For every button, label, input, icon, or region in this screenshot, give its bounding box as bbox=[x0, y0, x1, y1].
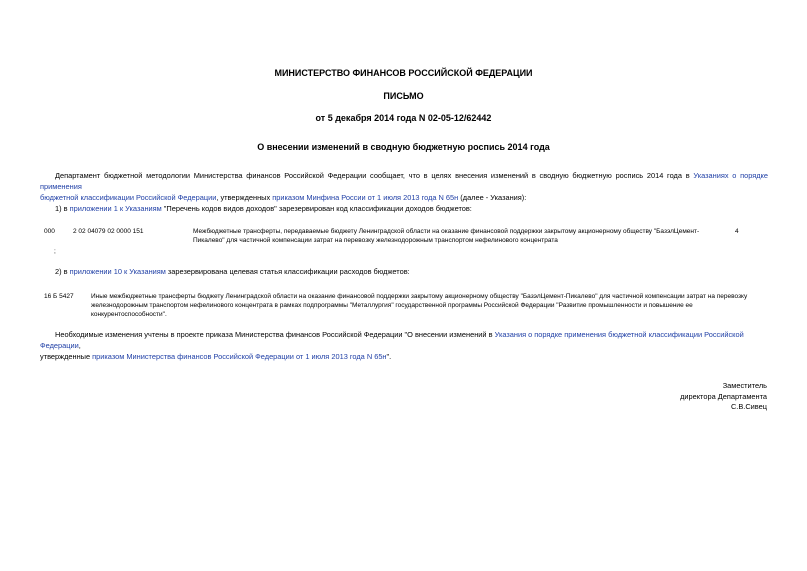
row1-income-name bbox=[193, 227, 713, 245]
order-65n-link[interactable]: приказом Минфина России от 1 июля 2013 года N 65н bbox=[272, 193, 459, 202]
row1-admin-code: 000 bbox=[44, 228, 55, 235]
semicolon: ; bbox=[54, 248, 56, 255]
appendix-10-link[interactable]: приложении 10 к Указаниям bbox=[69, 267, 166, 276]
row2-line: Иные межбюджетные трансферты бюджету Ленинградской области на оказание финансовой поддержки закрытому акционерному обществу "БазэлЦемент-Пикалево" для частичной компенсации затрат на перевозку bbox=[91, 293, 748, 300]
row1-name-line: Пикалево" для частичной компенсации затрат на перевозку железнодорожным транспортом нефелинового концентрата bbox=[193, 237, 558, 244]
order-link[interactable]: приказом Министерства финансов Российской Федерации от 1 июля 2013 года N 65н bbox=[92, 352, 387, 361]
item-1-prefix: 1) в bbox=[55, 204, 70, 213]
item-2-prefix: 2) в bbox=[55, 267, 70, 276]
document-type: ПИСЬМО bbox=[383, 91, 424, 101]
row2-line: конкурентоспособности". bbox=[91, 311, 167, 318]
intro-text: Департамент бюджетной методологии Министерства финансов Российской Федерации сообщает, что в целях внесения изменений в сводную бюджетную роспись 2014 года в bbox=[55, 171, 694, 180]
row1-name-line: Межбюджетные трансферты, передаваемые бюджету Ленинградской области на оказание финансовой поддержки закрытому акционерному обществу "БазэлЦемент- bbox=[193, 228, 700, 235]
row1-income-code: 2 02 04079 02 0000 151 bbox=[73, 228, 144, 235]
item-1 bbox=[55, 203, 472, 214]
instructions-link[interactable]: Указания о порядке применения бюджетной классификации Российской Федерации bbox=[40, 330, 744, 350]
item-2-text: зарезервирована целевая статья классификации расходов бюджетов: bbox=[165, 267, 410, 276]
instructions-link-continued[interactable]: бюджетной классификации Российской Федерации bbox=[40, 193, 217, 202]
final-text: , bbox=[78, 341, 81, 350]
signature-position: директора Департамента bbox=[680, 391, 767, 401]
signature-title: Заместитель bbox=[722, 381, 767, 390]
row2-target-code: 16 Б 5427 bbox=[44, 293, 74, 300]
row2-line: железнодорожным транспортом нефелинового концентрата в рамках подпрограммы "Металлургия" государственной программы Российской Федерации "Развитие промышленности и повышение ее bbox=[91, 302, 693, 309]
row2-description bbox=[91, 292, 766, 319]
final-text: Необходимые изменения учтены в проекте приказа Министерства финансов Российской Федерации "О внесении изменений в bbox=[55, 330, 495, 339]
intro-text: , утвержденных bbox=[216, 193, 273, 202]
document-date-number: от 5 декабря 2014 года N 02-05-12/62442 bbox=[315, 113, 492, 123]
instructions-link[interactable]: Указаниях о порядке применения bbox=[40, 171, 768, 191]
final-paragraph bbox=[40, 329, 768, 362]
final-text: утвержденные bbox=[40, 352, 93, 361]
document-subject: О внесении изменений в сводную бюджетную роспись 2014 года bbox=[257, 142, 550, 152]
item-1-text: "Перечень кодов видов доходов" зарезервирован код классификации доходов бюджетов: bbox=[161, 204, 472, 213]
row1-column-value: 4 bbox=[735, 228, 739, 235]
signature-block bbox=[680, 381, 767, 413]
item-2 bbox=[55, 266, 410, 277]
intro-text: (далее - Указания): bbox=[458, 193, 527, 202]
final-text: ". bbox=[386, 352, 392, 361]
appendix-1-link[interactable]: приложении 1 к Указаниям bbox=[69, 204, 162, 213]
ministry-heading: МИНИСТЕРСТВО ФИНАНСОВ РОССИЙСКОЙ ФЕДЕРАЦИИ bbox=[274, 68, 533, 78]
signature-name: С.В.Сивец bbox=[730, 402, 767, 411]
intro-paragraph bbox=[40, 170, 768, 203]
